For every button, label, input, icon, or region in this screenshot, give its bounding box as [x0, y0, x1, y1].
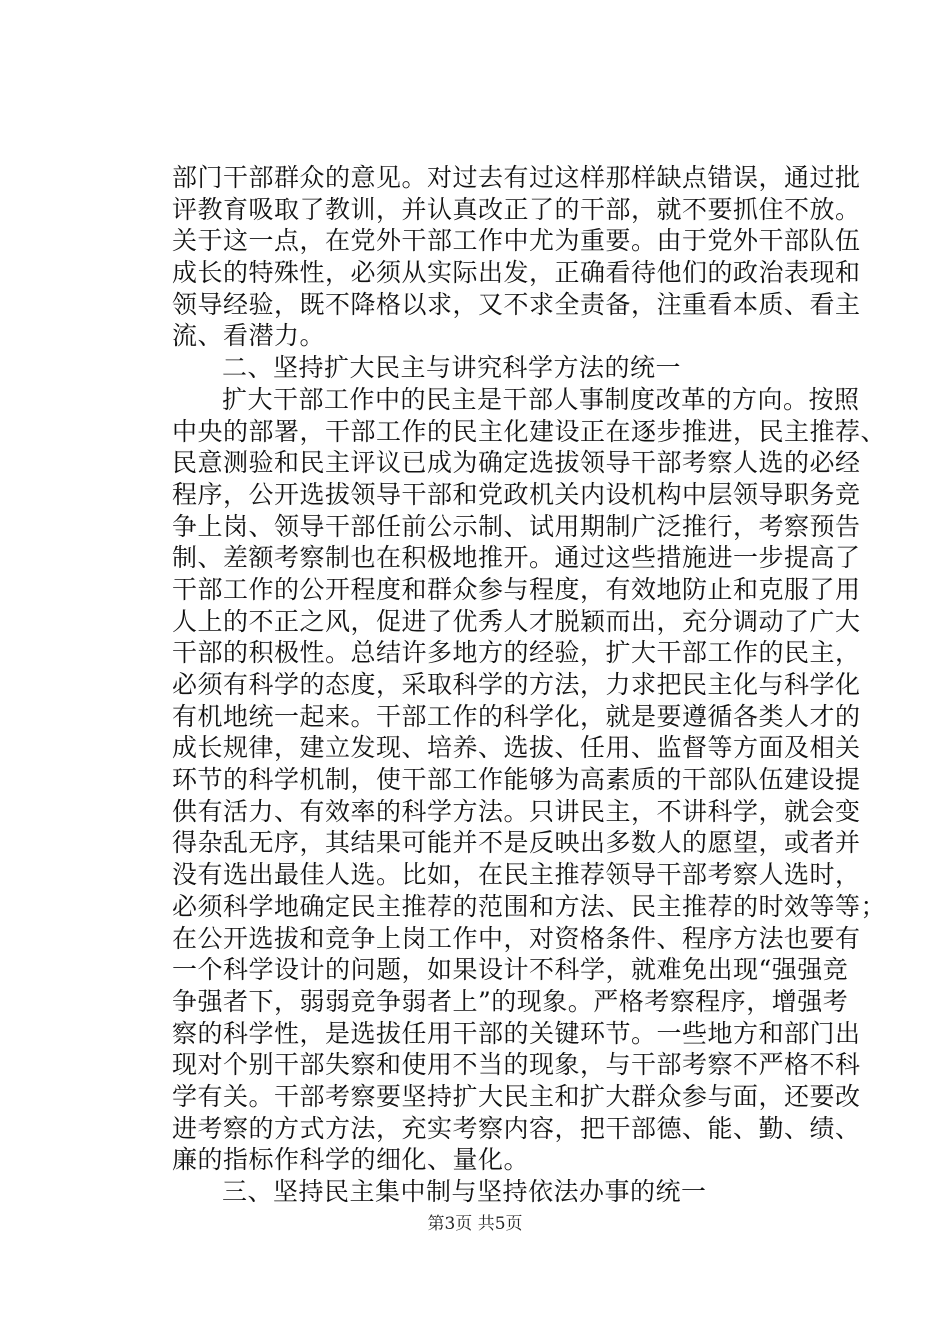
text-line: 评教育吸取了教训，并认真改正了的干部，就不要抓住不放。 — [172, 194, 861, 224]
text-line: 民意测验和民主评议已成为确定选拔领导干部考察人选的必经 — [172, 448, 861, 478]
text-line: 争强者下，弱弱竞争弱者上”的现象。严格考察程序，增强考 — [172, 986, 849, 1016]
text-line: 干部工作的公开程度和群众参与程度，有效地防止和克服了用 — [172, 574, 861, 604]
text-line: 二、坚持扩大民主与讲究科学方法的统一 — [222, 353, 682, 383]
text-line: 成长规律，建立发现、培养、选拔、任用、监督等方面及相关 — [172, 733, 861, 763]
text-line: 扩大干部工作中的民主是干部人事制度改革的方向。按照 — [222, 384, 860, 414]
text-line: 成长的特殊性，必须从实际出发，正确看待他们的政治表现和 — [172, 258, 861, 288]
text-line: 领导经验，既不降格以求，又不求全责备，注重看本质、看主 — [172, 289, 861, 319]
text-line: 干部的积极性。总结许多地方的经验，扩大干部工作的民主， — [172, 638, 861, 668]
text-line: 中央的部署，干部工作的民主化建设正在逐步推进，民主推荐、 — [172, 416, 887, 446]
text-line: 没有选出最佳人选。比如，在民主推荐领导干部考察人选时， — [172, 860, 861, 890]
page-footer — [0, 1213, 950, 1235]
text-line: 察的科学性，是选拔任用干部的关键环节。一些地方和部门出 — [172, 1018, 861, 1048]
page-number-label: 第3页 共5页 — [427, 1214, 523, 1234]
text-line: 在公开选拔和竞争上岗工作中，对资格条件、程序方法也要有 — [172, 923, 861, 953]
text-line: 一个科学设计的问题，如果设计不科学，就难免出现“强强竞 — [172, 955, 849, 985]
text-line: 环节的科学机制，使干部工作能够为高素质的干部队伍建设提 — [172, 765, 861, 795]
text-line: 制、差额考察制也在积极地推开。通过这些措施进一步提高了 — [172, 543, 861, 573]
text-line: 流、看潜力。 — [172, 321, 326, 351]
text-line: 必须有科学的态度，采取科学的方法，力求把民主化与科学化 — [172, 670, 861, 699]
text-line: 争上岗、领导干部任前公示制、试用期制广泛推行，考察预告 — [172, 511, 861, 541]
text-line: 三、坚持民主集中制与坚持依法办事的统一 — [222, 1177, 707, 1206]
text-line: 廉的指标作科学的细化、量化。 — [172, 1145, 530, 1175]
text-line: 现对个别干部失察和使用不当的现象，与干部考察不严格不科 — [172, 1050, 861, 1080]
document-body — [172, 162, 887, 1208]
text-line: 人上的不正之风，促进了优秀人才脱颖而出，充分调动了广大 — [172, 606, 861, 636]
text-line: 供有活力、有效率的科学方法。只讲民主，不讲科学，就会变 — [172, 796, 861, 826]
text-line: 必须科学地确定民主推荐的范围和方法、民主推荐的时效等等； — [172, 891, 887, 921]
text-line: 进考察的方式方法，充实考察内容，把干部德、能、勤、绩、 — [172, 1113, 861, 1143]
text-line: 部门干部群众的意见。对过去有过这样那样缺点错误，通过批 — [172, 163, 861, 192]
text-line: 程序，公开选拔领导干部和党政机关内设机构中层领导职务竞 — [172, 479, 861, 509]
text-line: 关于这一点，在党外干部工作中尤为重要。由于党外干部队伍 — [172, 226, 861, 256]
text-line: 得杂乱无序，其结果可能并不是反映出多数人的愿望，或者并 — [172, 828, 861, 858]
text-line: 学有关。干部考察要坚持扩大民主和扩大群众参与面，还要改 — [172, 1081, 861, 1111]
text-line: 有机地统一起来。干部工作的科学化，就是要遵循各类人才的 — [172, 701, 861, 731]
